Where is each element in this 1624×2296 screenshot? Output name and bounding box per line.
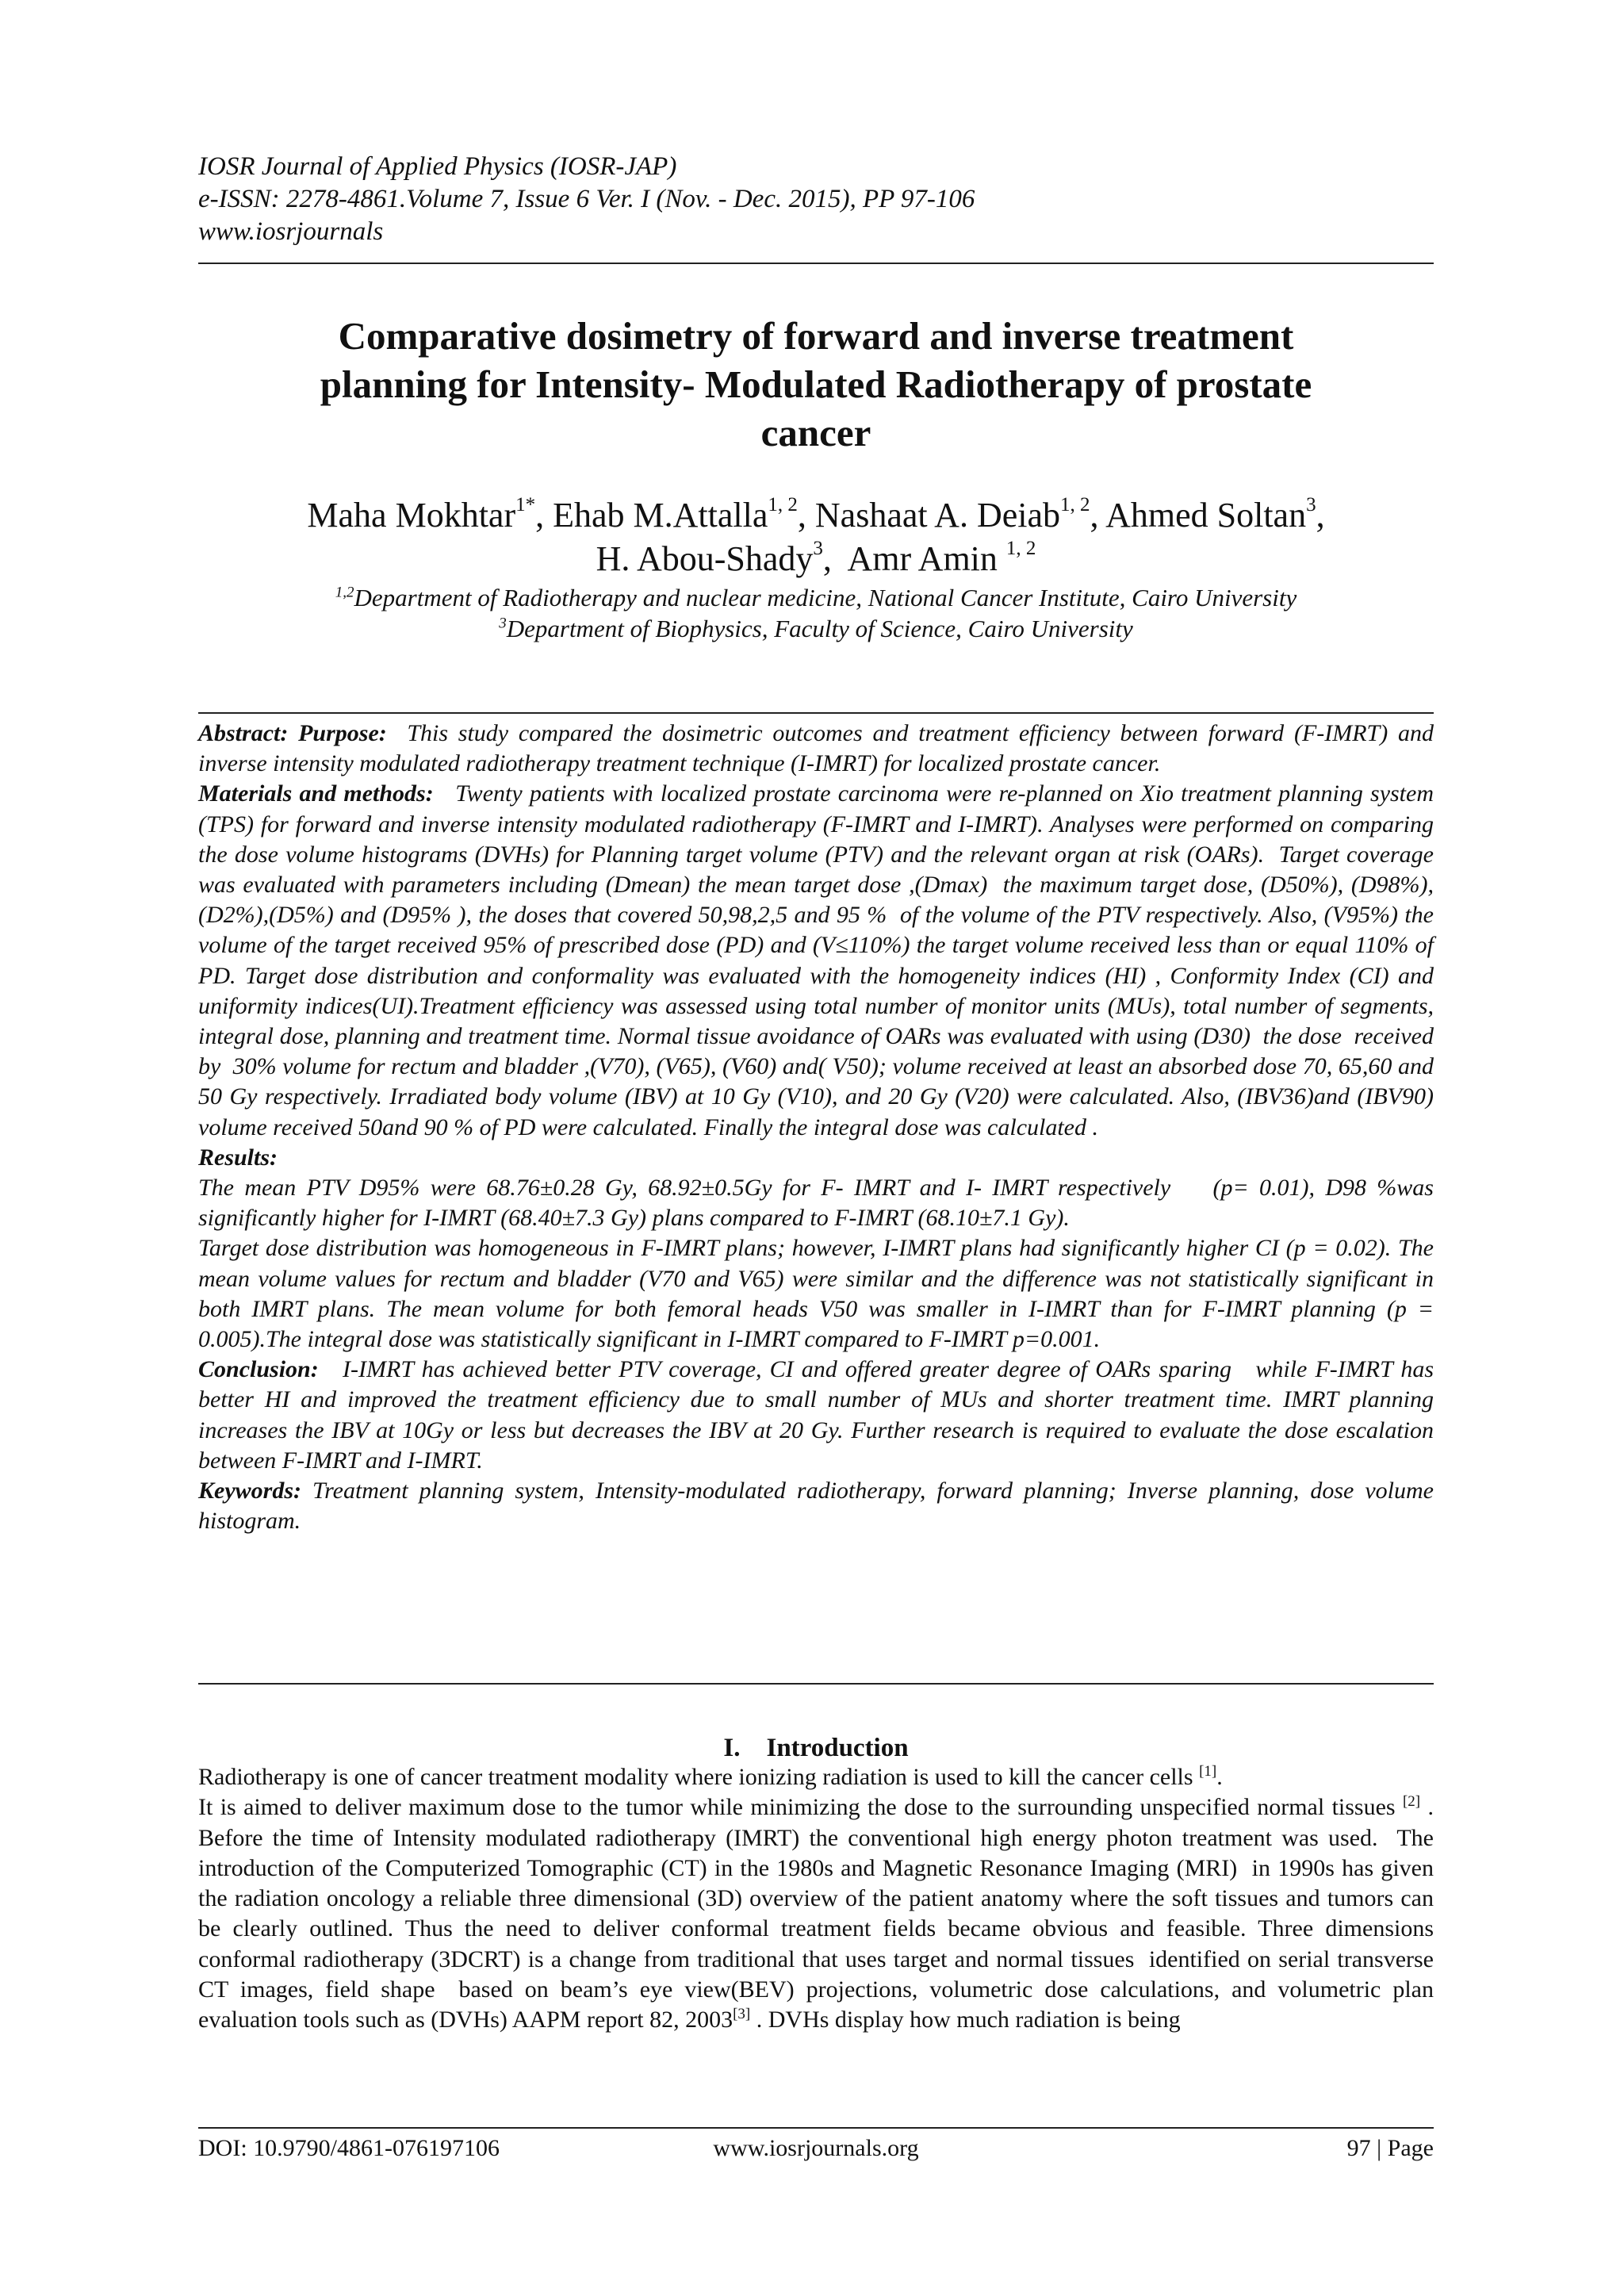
title-line-1: Comparative dosimetry of forward and inverse treatment [338,314,1294,358]
section-heading-introduction: I. Introduction [723,1734,909,1762]
footer-doi: DOI: 10.9790/4861-076197106 [198,2135,500,2161]
affiliations [198,582,1434,644]
introduction-body [198,1762,1440,2036]
intro-p2-end: . DVHs display how much radiation is being [750,2007,1181,2033]
author-name: H. Abou-Shady [596,539,814,578]
intro-p1-end: . [1216,1764,1223,1790]
author-name: Amr Amin [847,539,1006,578]
affiliation-text: Department of Radiotherapy and nuclear medicine, National Cancer Institute, Cairo University [354,584,1297,611]
author-separator: , [1316,496,1325,535]
author-affiliation-mark: 1* [515,494,536,516]
abstract-keywords-text: Treatment planning system, Intensity-modulated radiotherapy, forward planning; Inverse planning, dose volume histogram. [198,1478,1434,1535]
abstract-purpose [198,719,1440,779]
header-divider [198,263,1434,264]
abstract-conclusion-text: I-IMRT has achieved better PTV coverage, CI and offered greater degree of OARs sparing while F-IMRT has better HI and improved the treatment efficiency due to small number of MUs and shorter treatment time. IMRT planning increases the IBV at 10Gy or less but decreases the IBV at 20 Gy. Further research is required to evaluate the dose escalation between F-IMRT and I-IMRT. [198,1356,1440,1474]
journal-header [198,151,1434,248]
affiliation-2 [198,613,1434,644]
author-affiliation-mark: 1, 2 [768,494,798,516]
affiliation-text: Department of Biophysics, Faculty of Science, Cairo University [506,615,1133,642]
affiliation-mark: 1,2 [335,584,354,601]
title-line-2: planning for Intensity- Modulated Radiotherapy of prostate [320,362,1312,406]
paper-page [198,0,1440,2296]
abstract-keywords-label: Keywords: [198,1478,301,1504]
intro-paragraph-2 [198,1792,1440,2035]
abstract-conclusion [198,1355,1440,1476]
abstract-conclusion-label: Conclusion: [198,1356,319,1383]
footer-website: www.iosrjournals.org [713,2135,919,2161]
author-name: , Nashaat A. Deiab [797,496,1061,535]
intro-p1-text: Radiotherapy is one of cancer treatment modality where ionizing radiation is used to kill the cancer cells [198,1764,1200,1790]
author-affiliation-mark: 1, 2 [1005,538,1036,560]
author-name: , Ahmed Soltan [1090,496,1307,535]
abstract-results-heading [198,1143,1434,1173]
footer-divider [198,2127,1434,2129]
journal-name: IOSR Journal of Applied Physics (IOSR-JAP) [198,152,677,181]
author-separator: , [822,539,848,578]
citation-ref: [2] [1402,1793,1421,1811]
author-line-2 [198,537,1434,581]
author-name: , Ehab M.Attalla [535,496,768,535]
abstract-results-p2: Target dose distribution was homogeneous in F-IMRT plans; however, I-IMRT plans had significantly higher CI (p = 0.02). The mean volume values for rectum and bladder (V70 and V65) were similar and the difference was not statistically significant in both IMRT plans. The mean volume for both femoral heads V50 was smaller in I-IMRT than for F-IMRT planning (p = 0.005).The integral dose was statistically significant in I-IMRT compared to F-IMRT p=0.001. [198,1235,1434,1353]
journal-issn: e-ISSN: 2278-4861.Volume 7, Issue 6 Ver. I (Nov. - Dec. 2015), PP 97-106 [198,185,975,213]
author-list [198,493,1434,581]
abstract-methods-label: Materials and methods: [198,780,434,807]
abstract-purpose-text: This study compared the dosimetric outcomes and treatment efficiency between forward (F-IMRT) and inverse intensity modulated radiotherapy treatment technique (I-IMRT) for localized prostate cancer. [198,720,1440,777]
journal-website: www.iosrjournals [198,217,384,246]
abstract-box [198,712,1440,1685]
intro-paragraph-1 [198,1762,1434,1792]
author-affiliation-mark: 1, 2 [1060,494,1090,516]
author-line-1 [198,493,1434,537]
citation-ref: [3] [733,2006,751,2023]
title-line-3: cancer [760,411,871,454]
author-affiliation-mark: 3 [813,538,823,560]
intro-p2-start: It is aimed to deliver maximum dose to the tumor while minimizing the dose to the surrounding unspecified normal tissues [198,1794,1403,1821]
footer-page-number: 97 | Page [1346,2135,1434,2161]
abstract-purpose-label: Abstract: Purpose: [198,720,387,746]
author-affiliation-mark: 3 [1306,494,1316,516]
abstract-results-label: Results: [198,1144,278,1171]
affiliation-mark: 3 [499,615,507,632]
affiliation-1 [198,582,1434,613]
citation-ref: [1] [1199,1763,1217,1780]
paper-title [198,312,1434,457]
abstract-methods-text: Twenty patients with localized prostate carcinoma were re-planned on Xio treatment planning system (TPS) for forward and inverse intensity modulated radiotherapy (F-IMRT and I-IMRT). Analyses were performed on comparing the dose volume histograms (DVHs) for Planning target volume (PTV) and the relevant organ at risk (OARs). Target coverage was evaluated with parameters including (Dmean) the mean target dose ,(Dmax) the maximum target dose, (D50%), (D98%), (D2%),(D5%) and (D95% ), the doses that covered 50,98,2,5 and 95 % of the volume of the PTV respectively. Also, (V95%) the volume of the target received 95% of prescribed dose (PD) and (V≤110%) the target volume received less than or equal 110% of PD. Target dose distribution and conformality was evaluated with the homogeneity indices (HI) , Conformity Index (CI) and uniformity indices(UI).Treatment efficiency was assessed using total number of monitor units (MUs), total number of segments, integral dose, planning and treatment time. Normal tissue avoidance of OARs was evaluated with using (D30) the dose received by 30% volume for rectum and bladder ,(V70), (V65), (V60) and( V50); volume received at least an absorbed dose 70, 65,60 and 50 Gy respectively. Irradiated body volume (IBV) at 10 Gy (V10), and 20 Gy (V20) were calculated. Also, (IBV36)and (IBV90) volume received 50and 90 % of PD were calculated. Finally the integral dose was calculated . [198,780,1440,1140]
abstract-methods [198,779,1440,1142]
abstract-results-p1: The mean PTV D95% were 68.76±0.28 Gy, 68.92±0.5Gy for F- IMRT and I- IMRT respectively (p= 0.01), D98 %was significantly higher for I-IMRT (68.40±7.3 Gy) plans compared to F-IMRT (68.10±7.1 Gy). [198,1175,1440,1232]
author-name: Maha Mokhtar [307,496,516,535]
intro-p2-mid: . Before the time of Intensity modulated radiotherapy (IMRT) the conventional high energy photon treatment was used. The introduction of the Computerized Tomographic (CT) in the 1980s and Magnetic Resonance Imaging (MRI) in 1990s has given the radiation oncology a reliable three dimensional (3D) overview of the patient anatomy where the soft tissues and tumors can be clearly outlined. Thus the need to deliver conformal treatment fields became obvious and feasible. Three dimensions conformal radiotherapy (3DCRT) is a change from traditional that uses target and normal tissues identified on serial transverse CT images, field shape based on beam’s eye view(BEV) projections, volumetric dose calculations, and volumetric plan evaluation tools such as (DVHs) AAPM report 82, 2003 [198,1794,1440,2033]
abstract-keywords [198,1476,1434,1536]
